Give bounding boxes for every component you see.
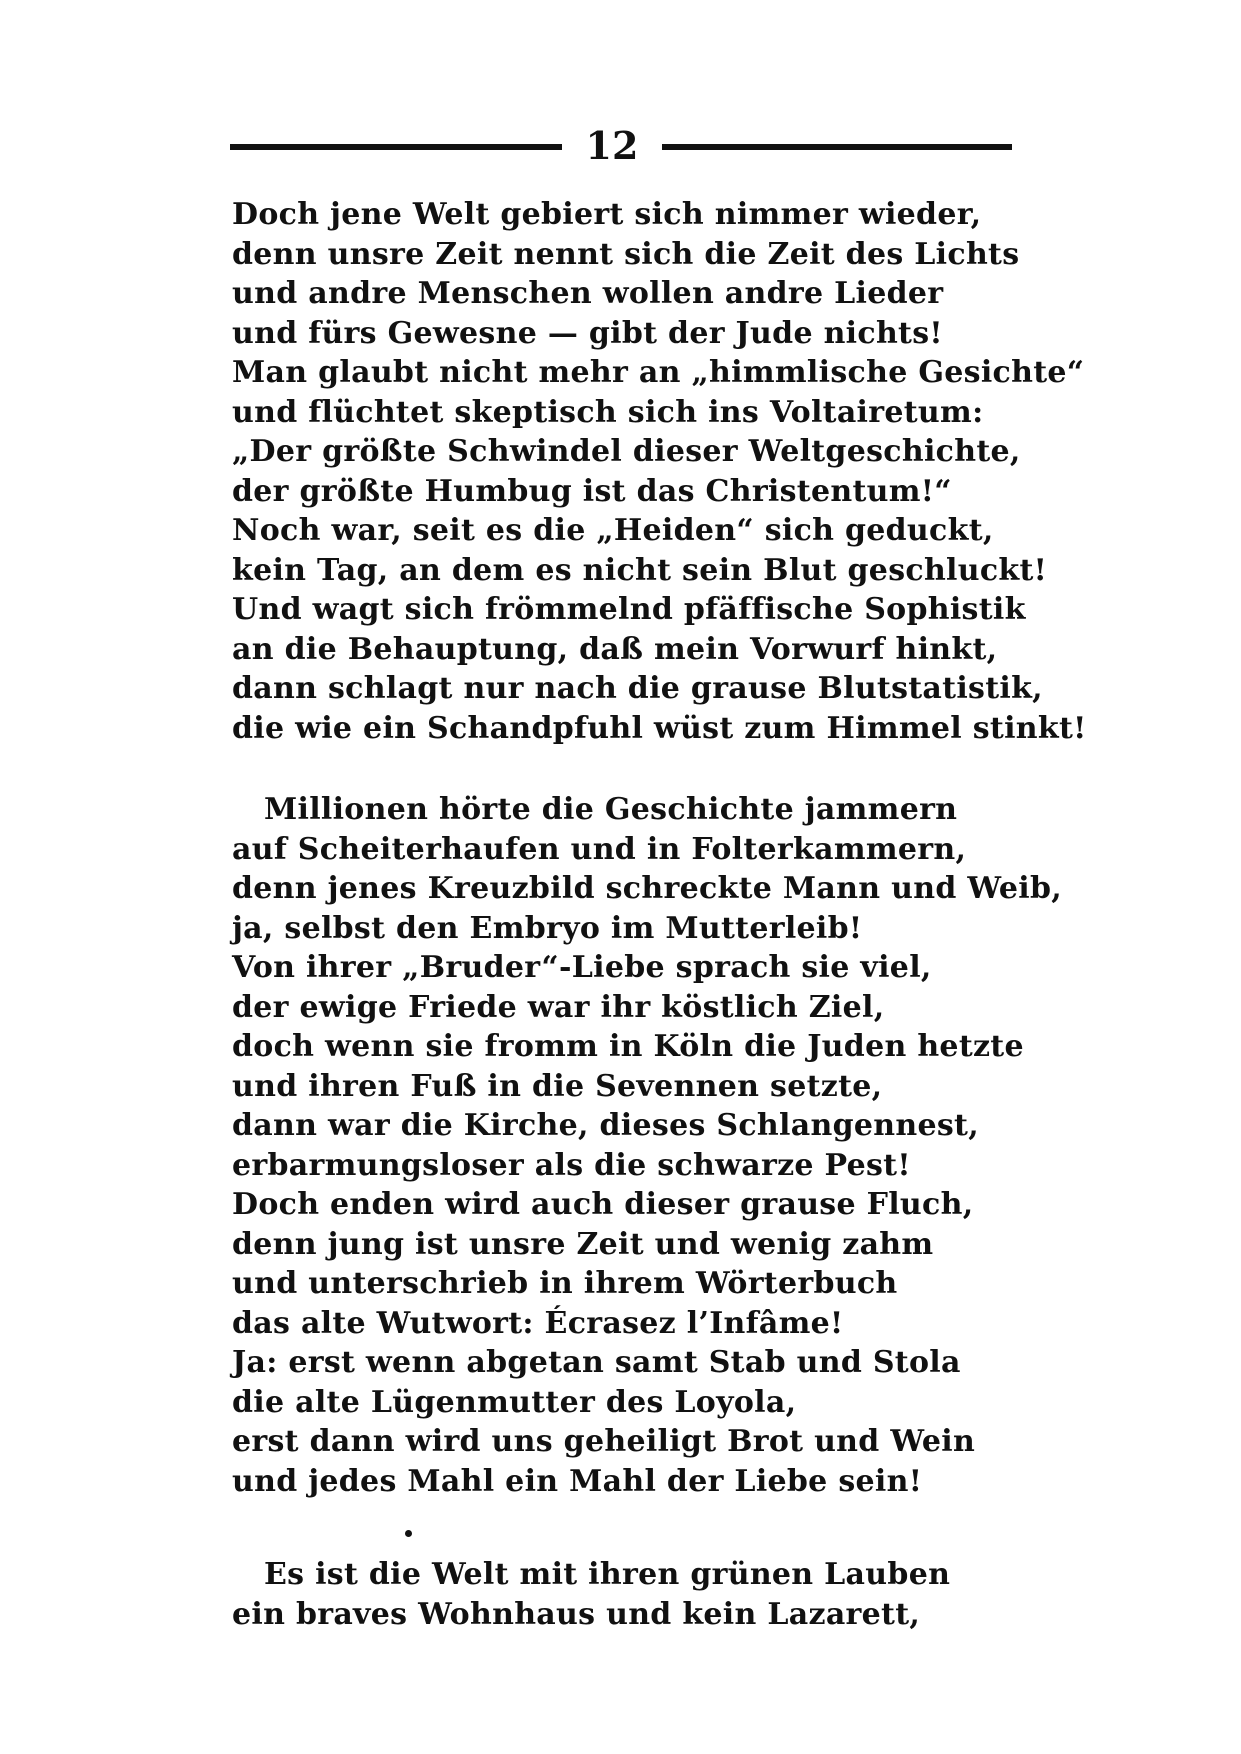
poem-line: Doch enden wird auch dieser grause Fluch,: [232, 1187, 974, 1222]
poem-line: und ihren Fuß in die Sevennen setzte,: [232, 1068, 883, 1104]
page-number: 12: [585, 123, 639, 168]
poem-line: denn unsre Zeit nennt sich die Zeit des Lichts: [232, 236, 1020, 272]
poem-line: der ewige Friede war ihr köstlich Ziel,: [232, 989, 885, 1025]
poem-line: das alte Wutwort: Écrasez l’Infâme!: [232, 1305, 844, 1341]
poem-line: und jedes Mahl ein Mahl der Liebe sein!: [232, 1463, 923, 1499]
poem-line: und unterschrieb in ihrem Wörterbuch: [232, 1266, 898, 1301]
poem-line: Doch jene Welt gebiert sich nimmer wieder,: [232, 197, 982, 232]
poem-line: auf Scheiterhaufen und in Folterkammern,: [232, 831, 967, 867]
poem-line: Von ihrer „Bruder“-Liebe sprach sie viel,: [232, 950, 932, 985]
poem-line: ein braves Wohnhaus und kein Lazarett,: [232, 1596, 921, 1632]
poem-line: ja, selbst den Embryo im Mutterleib!: [232, 910, 863, 946]
poem-line: erbarmungsloser als die schwarze Pest!: [232, 1147, 911, 1183]
poem-line: Und wagt sich frömmelnd pfäffische Sophistik: [232, 592, 1026, 627]
poem-line: dann schlagt nur nach die grause Blutstatistik,: [232, 671, 1043, 706]
poem-line: Es ist die Welt mit ihren grünen Lauben: [264, 1557, 951, 1592]
poem-line: denn jenes Kreuzbild schreckte Mann und Weib,: [232, 871, 1063, 906]
poem-line: die wie ein Schandpfuhl wüst zum Himmel stinkt!: [232, 710, 1087, 746]
poem-line: denn jung ist unsre Zeit und wenig zahm: [232, 1226, 934, 1262]
poem-line: Man glaubt nicht mehr an „himmlische Gesichte“: [232, 355, 1085, 390]
stanza-separator-dot: [405, 1530, 412, 1537]
header-rule-left: [230, 144, 562, 150]
poem-line: Ja: erst wenn abgetan samt Stab und Stola: [232, 1345, 961, 1380]
poem-line: die alte Lügenmutter des Loyola,: [232, 1384, 797, 1420]
poem-line: doch wenn sie fromm in Köln die Juden hetzte: [232, 1029, 1024, 1064]
poem-line: dann war die Kirche, dieses Schlangennest,: [232, 1108, 979, 1143]
poem-line: der größte Humbug ist das Christentum!“: [232, 473, 952, 509]
poem-line: und flüchtet skeptisch sich ins Voltairetum:: [232, 394, 984, 430]
poem-line: „Der größte Schwindel dieser Weltgeschichte,: [232, 434, 1021, 469]
stanza-2: [232, 790, 1063, 1501]
poem-line: kein Tag, an dem es nicht sein Blut geschluckt!: [232, 552, 1048, 588]
poem-line: und fürs Gewesne — gibt der Jude nichts!: [232, 315, 943, 351]
stanza-3: [232, 1555, 1032, 1634]
poem-line: Noch war, seit es die „Heiden“ sich geduckt,: [232, 513, 994, 548]
poem-line: Millionen hörte die Geschichte jammern: [264, 792, 958, 827]
header-rule-right: [662, 144, 1012, 150]
poem-line: an die Behauptung, daß mein Vorwurf hinkt,: [232, 631, 998, 667]
poem-line: erst dann wird uns geheiligt Brot und Wein: [232, 1424, 976, 1459]
stanza-1: [232, 195, 1087, 748]
poem-line: und andre Menschen wollen andre Lieder: [232, 276, 944, 311]
page-header: [230, 118, 1012, 174]
